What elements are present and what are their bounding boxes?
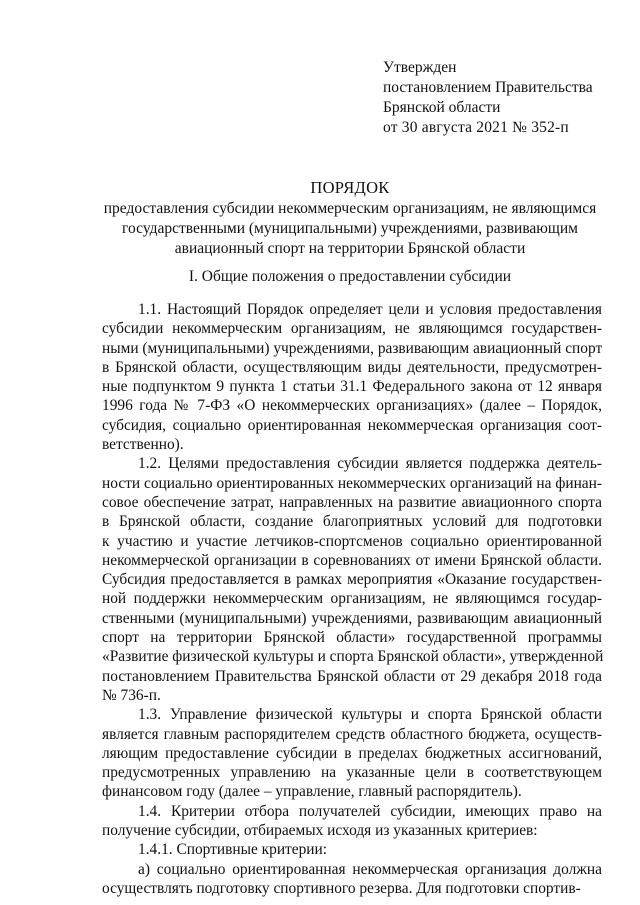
paragraph-1-4-1 (102, 840, 602, 859)
paragraph-1-3 (102, 705, 602, 801)
paragraph-line: ственными (муниципальными) учреждениями, развивающим авиационный (102, 609, 602, 627)
paragraph-line: а) социально ориентированная некоммерческая организация должна (138, 860, 602, 878)
paragraph-line: 1.2. Целями предоставления субсидии является поддержка деятель- (138, 455, 602, 473)
paragraph-line: 1.4.1. Спортивные критерии: (138, 841, 328, 859)
approval-date: от 30 августа 2021 № 352-п (383, 119, 569, 136)
paragraph-line: 1.3. Управление физической культуры и спорта Брянской области (138, 706, 602, 724)
paragraph-line: ные подпунктом 9 пункта 1 статьи 31.1 Федерального закона от 12 января (102, 378, 602, 396)
document-body (102, 300, 602, 898)
document-title: ПОРЯДОК (310, 178, 390, 197)
approval-line: Утвержден (383, 59, 457, 76)
paragraph-line: 1.1. Настоящий Порядок определяет цели и условия предоставления (138, 301, 602, 318)
paragraph-1-2 (102, 454, 602, 705)
paragraph-line: ными (муниципальными) учреждениями, развивающим авиационный спорт (102, 339, 603, 357)
section-title: I. Общие положения о предоставлении субсидии (188, 268, 512, 285)
paragraph-line: Субсидия предоставляется в рамках мероприятия «Оказание государствен- (102, 571, 602, 589)
subtitle-line: государственными (муниципальными) учреждениями, развивающим (122, 220, 578, 237)
paragraph-line: совое обеспечение затрат, направленных на развитие авиационного спорта (102, 493, 602, 511)
paragraph-line: 1996 года № 7-ФЗ «О некоммерческих организациях» (далее – Порядок, (102, 397, 602, 415)
paragraph-line: в Брянской области, создание благоприятных условий для подготовки (102, 513, 602, 531)
paragraph-line: получение субсидии, отбираемых исходя из указанных критериев: (102, 822, 538, 840)
paragraph-line: предусмотренных управлению на указанные цели в соответствующем (102, 764, 602, 782)
paragraph-line: финансовом году (далее – управление, главный распорядитель). (102, 783, 522, 801)
paragraph-line: ной поддержки некоммерческим организациям, не являющимся государ- (102, 590, 602, 608)
paragraph-line: ветственно). (102, 436, 184, 454)
paragraph-line: субсидии некоммерческим организациям, не являющимся государствен- (102, 320, 602, 338)
approval-line: Брянской области (383, 99, 501, 116)
approval-line: постановлением Правительства (383, 79, 593, 96)
paragraph-line: постановлением Правительства Брянской области от 29 декабря 2018 года (102, 667, 602, 685)
paragraph-1-1 (102, 300, 602, 454)
paragraph-line: в Брянской области, осуществляющим виды деятельности, предусмотрен- (102, 358, 602, 376)
subtitle-line: предоставления субсидии некоммерческим организациям, не являющимся (103, 200, 597, 217)
document-subtitle (60, 199, 640, 259)
subtitle-line: авиационный спорт на территории Брянской области (174, 240, 526, 257)
paragraph-line: ности социально ориентированных некоммерческих организаций на финан- (102, 474, 602, 492)
paragraph-line: некоммерческой организации в соревнованиях от имени Брянской области. (102, 551, 602, 569)
paragraph-line: «Развитие физической культуры и спорта Брянской области», утвержденной (102, 648, 604, 666)
paragraph-1-4 (102, 802, 602, 841)
paragraph-line: осуществлять подготовку спортивного резерва. Для подготовки спортив- (102, 879, 581, 897)
paragraph-line: № 736-п. (102, 686, 161, 704)
approval-stamp (383, 58, 593, 138)
paragraph-line: спорт на территории Брянской области» государственной программы (102, 629, 602, 647)
paragraph-line: к участию и участие летчиков-спортсменов социально ориентированной (102, 532, 602, 550)
paragraph-1-4-1-a (102, 860, 602, 899)
paragraph-line: является главным распорядителем средств областного бюджета, осуществ- (102, 725, 602, 743)
paragraph-line: субсидия, социально ориентированная некоммерческая организация соот- (102, 416, 602, 434)
paragraph-line: ляющим предоставление субсидии в пределах бюджетных ассигнований, (102, 744, 602, 762)
paragraph-line: 1.4. Критерии отбора получателей субсидии, имеющих право на (138, 802, 602, 820)
